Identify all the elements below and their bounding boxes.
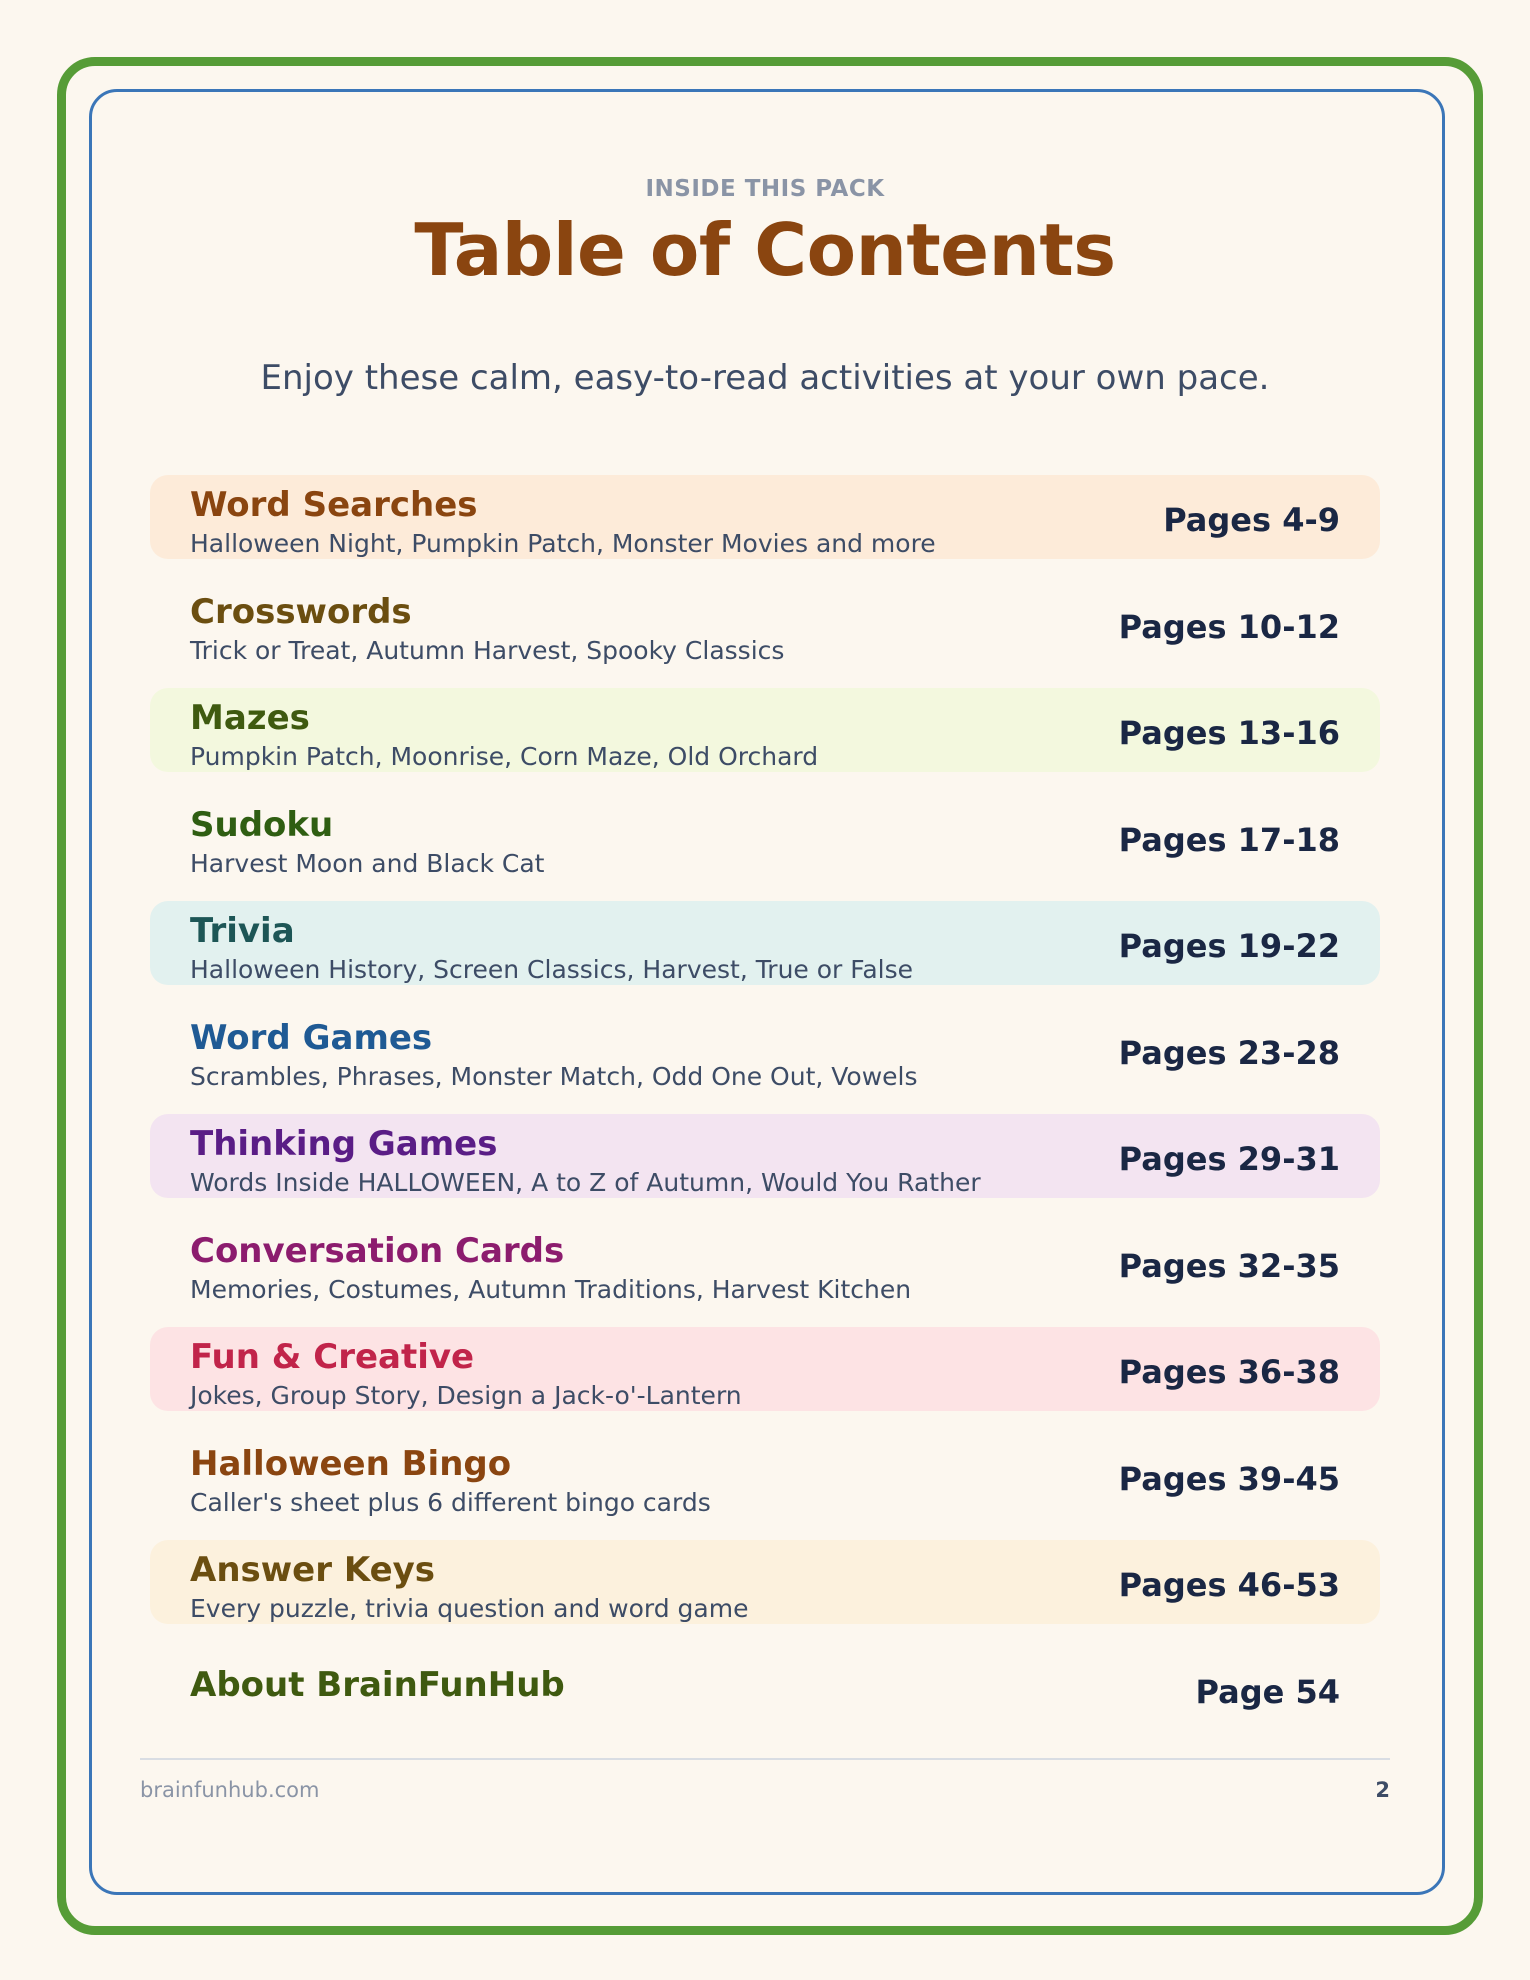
toc-page-range: Pages 10-12 bbox=[1118, 607, 1340, 646]
toc-section-name: Thinking Games bbox=[190, 1124, 498, 1164]
toc-section-desc: Trick or Treat, Autumn Harvest, Spooky Classics bbox=[190, 635, 785, 665]
toc-section-desc: Harvest Moon and Black Cat bbox=[190, 848, 545, 878]
toc-row-crosswords[interactable] bbox=[150, 582, 1380, 666]
toc-section-name: Crosswords bbox=[190, 591, 412, 632]
footer-url[interactable]: brainfunhub.com bbox=[140, 1778, 320, 1802]
toc-section-name: Word Games bbox=[190, 1017, 433, 1058]
toc-row-sudoku[interactable] bbox=[150, 795, 1380, 879]
toc-page-range: Pages 17-18 bbox=[1118, 820, 1340, 859]
toc-page-range: Pages 46-53 bbox=[1118, 1566, 1340, 1604]
toc-row-word-searches[interactable] bbox=[150, 475, 1380, 559]
toc-section-desc: Caller's sheet plus 6 different bingo cards bbox=[190, 1487, 711, 1517]
toc-row-conversation-cards[interactable] bbox=[150, 1221, 1380, 1305]
toc-page-range: Page 54 bbox=[1195, 1672, 1340, 1711]
toc-section-name: Conversation Cards bbox=[190, 1230, 565, 1271]
toc-page-range: Pages 32-35 bbox=[1118, 1246, 1340, 1285]
page-subtitle: Enjoy these calm, easy-to-read activities at your own pace. bbox=[260, 358, 1270, 398]
eyebrow-label: INSIDE THIS PACK bbox=[645, 176, 885, 202]
toc-row-mazes[interactable] bbox=[150, 688, 1380, 772]
toc-row-halloween-bingo[interactable] bbox=[150, 1434, 1380, 1518]
page-number: 2 bbox=[1375, 1778, 1390, 1802]
toc-page-range: Pages 13-16 bbox=[1118, 714, 1340, 752]
toc-row-fun-creative[interactable] bbox=[150, 1327, 1380, 1411]
page-title: Table of Contents bbox=[414, 208, 1116, 292]
toc-section-desc: Halloween History, Screen Classics, Harvest, True or False bbox=[190, 955, 914, 984]
toc-section-name: Word Searches bbox=[190, 485, 478, 525]
table-of-contents bbox=[150, 475, 1380, 1753]
toc-section-desc: Halloween Night, Pumpkin Patch, Monster Movies and more bbox=[190, 529, 936, 558]
toc-section-desc: Every puzzle, trivia question and word game bbox=[190, 1594, 749, 1623]
toc-section-name: Fun & Creative bbox=[190, 1337, 475, 1377]
toc-page-range: Pages 36-38 bbox=[1118, 1353, 1340, 1391]
toc-section-desc: Jokes, Group Story, Design a Jack-o'-Lantern bbox=[190, 1381, 742, 1410]
toc-section-name: Mazes bbox=[190, 698, 310, 738]
toc-page-range: Pages 19-22 bbox=[1118, 927, 1340, 965]
toc-row-word-games[interactable] bbox=[150, 1008, 1380, 1092]
toc-page-range: Pages 4-9 bbox=[1163, 501, 1340, 539]
toc-section-name: Answer Keys bbox=[190, 1550, 436, 1590]
toc-row-about[interactable] bbox=[150, 1647, 1380, 1731]
toc-section-desc: Scrambles, Phrases, Monster Match, Odd One Out, Vowels bbox=[190, 1061, 918, 1091]
toc-section-desc: Memories, Costumes, Autumn Traditions, Harvest Kitchen bbox=[190, 1274, 912, 1304]
toc-row-thinking-games[interactable] bbox=[150, 1114, 1380, 1198]
toc-section-name: Halloween Bingo bbox=[190, 1443, 512, 1484]
toc-row-trivia[interactable] bbox=[150, 901, 1380, 985]
toc-section-name: About BrainFunHub bbox=[190, 1664, 565, 1705]
toc-page-range: Pages 39-45 bbox=[1118, 1459, 1340, 1498]
toc-page-range: Pages 29-31 bbox=[1118, 1140, 1340, 1178]
footer-divider bbox=[140, 1758, 1390, 1760]
toc-section-desc: Pumpkin Patch, Moonrise, Corn Maze, Old Orchard bbox=[190, 742, 819, 771]
toc-section-desc: Words Inside HALLOWEEN, A to Z of Autumn, Would You Rather bbox=[190, 1168, 981, 1197]
toc-section-name: Sudoku bbox=[190, 804, 334, 845]
toc-section-name: Trivia bbox=[190, 911, 295, 951]
toc-row-answer-keys[interactable] bbox=[150, 1540, 1380, 1624]
toc-page-range: Pages 23-28 bbox=[1118, 1033, 1340, 1072]
